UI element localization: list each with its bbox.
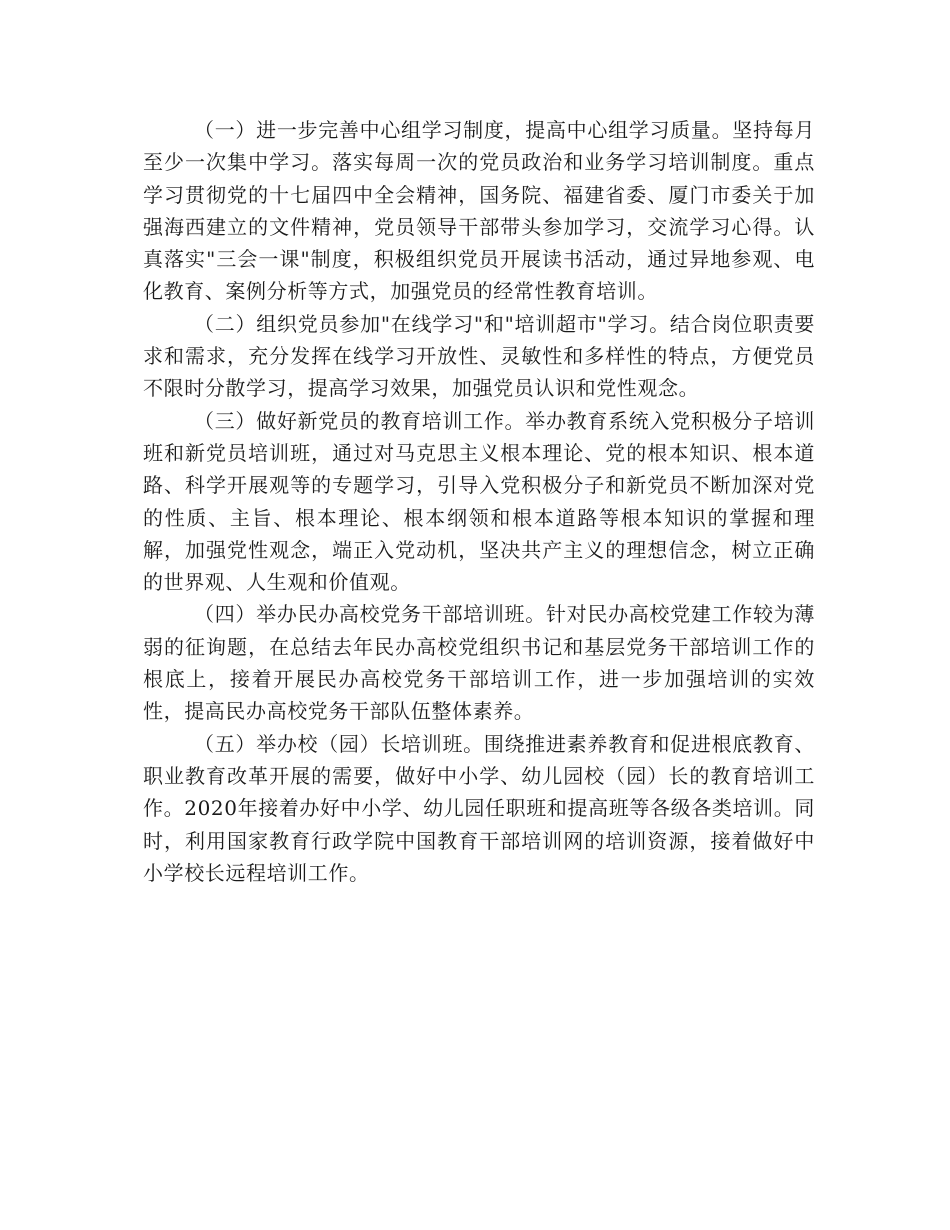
paragraph-2: （二）组织党员参加"在线学习"和"培训超市"学习。结合岗位职责要求和需求，充分发挥在线学习开放性、灵敏性和多样性的特点，方便党员不限时分散学习，提高学习效果，加强党员认识和党性观念。: [143, 311, 815, 401]
document-body: [143, 114, 815, 889]
paragraph-1: （一）进一步完善中心组学习制度，提高中心组学习质量。坚持每月至少一次集中学习。落实每周一次的党员政治和业务学习培训制度。重点学习贯彻党的十七届四中全会精神，国务院、福建省委、厦门市委关于加强海西建立的文件精神，党员领导干部带头参加学习，交流学习心得。认真落实"三会一课"制度，积极组织党员开展读书活动，通过异地参观、电化教育、案例分析等方式，加强党员的经常性教育培训。: [143, 118, 815, 304]
paragraph-3: （三）做好新党员的教育培训工作。举办教育系统入党积极分子培训班和新党员培训班，通过对马克思主义根本理论、党的根本知识、根本道路、科学开展观等的专题学习，引导入党积极分子和新党员不断加深对党的性质、主旨、根本理论、根本纲领和根本道路等根本知识的掌握和理解，加强党性观念，端正入党动机，坚决共产主义的理想信念，树立正确的世界观、人生观和价值观。: [143, 408, 815, 595]
paragraph-5: （五）举办校（园）长培训班。围绕推进素养教育和促进根底教育、职业教育改革开展的需要，做好中小学、幼儿园校（园）长的教育培训工作。2020年接着办好中小学、幼儿园任职班和提高班等各级各类培训。同时，利用国家教育行政学院中国教育干部培训网的培训资源，接着做好中小学校长远程培训工作。: [143, 731, 815, 885]
paragraph-4: （四）举办民办高校党务干部培训班。针对民办高校党建工作较为薄弱的征询题，在总结去年民办高校党组织书记和基层党务干部培训工作的根底上，接着开展民办高校党务干部培训工作，进一步加强培训的实效性，提高民办高校党务干部队伍整体素养。: [143, 602, 815, 724]
